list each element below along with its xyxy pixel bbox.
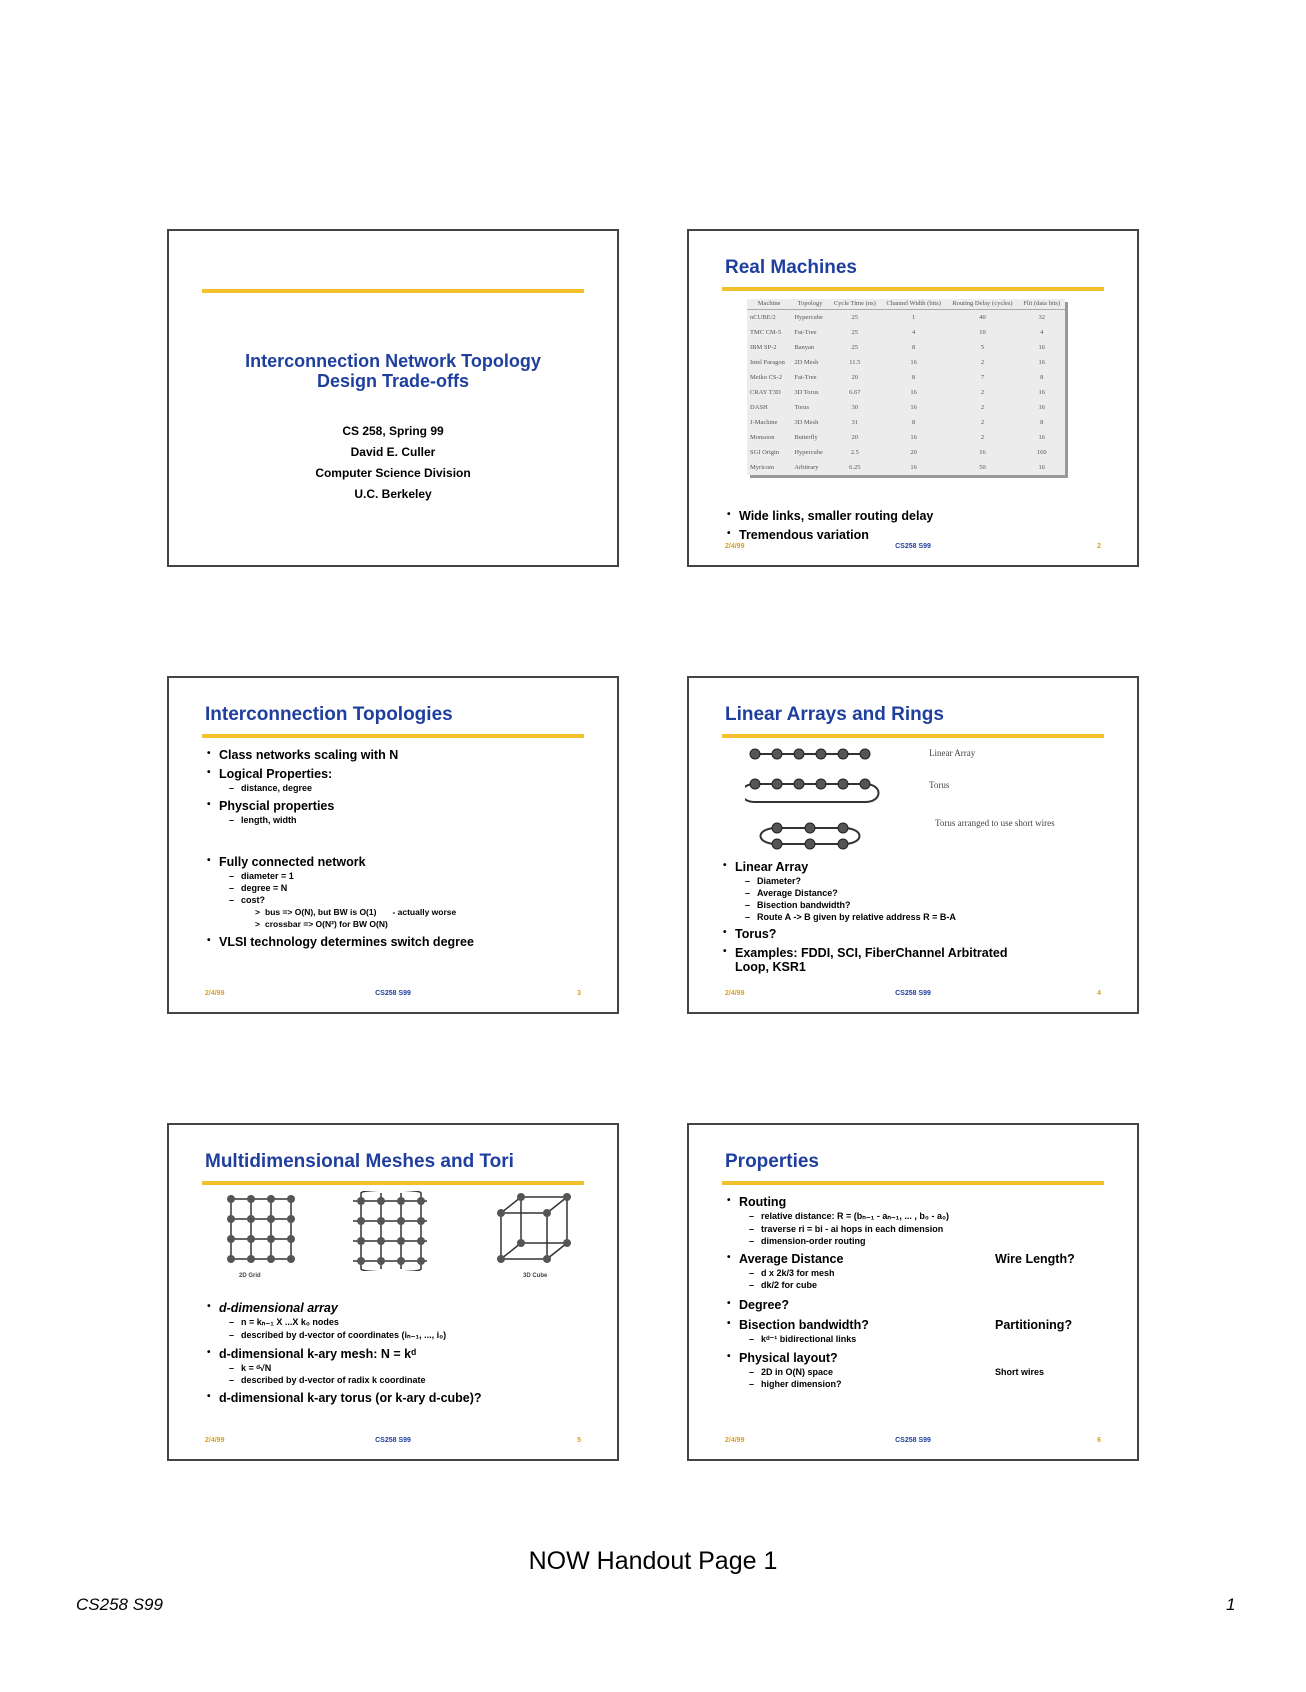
sub-bullet-item: – Route A -> B given by relative address R = B-A — [721, 912, 1117, 922]
node-dot — [816, 749, 826, 759]
sub-bullet-item: – relative distance: R = (bₙ₋₁ - aₙ₋₁, ... , b₀ - a₀) — [725, 1211, 1117, 1222]
node-dot — [805, 823, 815, 833]
table-cell: Myricom — [750, 464, 775, 471]
table-cell: 11.5 — [849, 359, 861, 366]
bullet-item: • Wide links, smaller routing delay — [725, 509, 1117, 523]
bullet-continuation: Loop, KSR1 — [735, 960, 806, 974]
table-cell: 20 — [851, 434, 859, 441]
sub-bullet-item: – described by d-vector of radix k coordinate — [205, 1375, 597, 1385]
table-cell: 16 — [910, 404, 917, 411]
table-cell: 16 — [910, 464, 917, 471]
sub-bullet-text: 2D in O(N) space — [761, 1367, 834, 1377]
footer-date: 2/4/99 — [725, 1437, 745, 1444]
slide-footer — [205, 1437, 581, 1447]
bullet-item — [725, 1318, 1117, 1332]
node-dot — [838, 839, 848, 849]
node-dot — [772, 749, 782, 759]
table-cell: 5 — [980, 344, 985, 351]
table-cell: 30 — [851, 404, 859, 411]
footer-slide-number: 5 — [577, 1437, 581, 1444]
table-cell: 160 — [1036, 449, 1047, 456]
table-cell: 2 — [980, 434, 985, 441]
bullet-item: • Logical Properties: — [205, 767, 597, 781]
footer-date: 2/4/99 — [725, 543, 745, 550]
table-header-cell: Flit (data bits) — [1018, 299, 1065, 310]
slide-meshes-tori — [167, 1123, 619, 1461]
node-dot — [860, 779, 870, 789]
slide-heading: Interconnection Topologies — [205, 704, 453, 725]
bullet-text: Average Distance — [739, 1252, 844, 1266]
slide-heading: Linear Arrays and Rings — [725, 704, 944, 725]
table-row — [747, 430, 1065, 445]
table-cell: 3D Torus — [794, 389, 819, 396]
course-name: CS 258, Spring 99 — [342, 424, 444, 438]
page-footer-course: CS258 S99 — [76, 1595, 163, 1614]
footer-slide-number: 6 — [1097, 1437, 1101, 1444]
table-cell: 2.5 — [850, 449, 859, 456]
bullet-item: • Torus? — [721, 927, 1117, 941]
table-cell: 2 — [980, 389, 985, 396]
table-cell: Butterfly — [794, 434, 818, 441]
bullet-list — [205, 1301, 597, 1410]
table-cell: 10 — [979, 329, 986, 336]
table-cell: 16 — [1038, 389, 1045, 396]
footer-slide-number: 2 — [1097, 543, 1101, 550]
table-row — [747, 340, 1065, 355]
table-row — [747, 460, 1065, 475]
title-info — [169, 421, 617, 505]
bullet-item: • Class networks scaling with N — [205, 748, 597, 762]
table-cell: 2 — [980, 359, 985, 366]
table-cell: 6.67 — [849, 389, 861, 396]
table-header-cell: Channel Width (bits) — [881, 299, 947, 310]
sub-bullet-item: – dk/2 for cube — [725, 1280, 1117, 1290]
wire-length-note: Wire Length? — [995, 1252, 1075, 1266]
table-cell: IBM SP-2 — [750, 344, 777, 351]
table-cell: J-Machine — [750, 419, 778, 426]
table-cell: SGI Origin — [750, 449, 780, 456]
sub-bullet-item: – higher dimension? — [725, 1379, 1117, 1389]
bullet-item: • d-dimensional k-ary torus (or k-ary d-cube)? — [205, 1391, 597, 1405]
partitioning-note: Partitioning? — [995, 1318, 1073, 1332]
table-cell: Torus — [794, 404, 810, 411]
table-cell: Banyan — [794, 344, 815, 351]
table-cell: 31 — [851, 419, 859, 426]
sub-bullet-item: – diameter = 1 — [205, 871, 597, 881]
bullet-item: • Physical layout? — [725, 1351, 1117, 1365]
sub-bullet-item: – Average Distance? — [721, 888, 1117, 898]
machines-table — [747, 299, 1065, 475]
table-row — [747, 325, 1065, 340]
table-cell: DASH — [750, 404, 768, 411]
table-cell: 16 — [910, 389, 917, 396]
table-cell: nCUBE/2 — [750, 314, 776, 321]
table-cell: 16 — [910, 359, 917, 366]
division-name: Computer Science Division — [315, 466, 471, 480]
sub-bullet-item: – degree = N — [205, 883, 597, 893]
torus-short-wires-label: Torus arranged to use short wires — [935, 818, 1055, 828]
bullet-list — [205, 748, 597, 954]
bullet-item: • Routing — [725, 1195, 1117, 1209]
slide-footer — [725, 1437, 1101, 1447]
bullet-item: • VLSI technology determines switch degree — [205, 935, 597, 949]
footer-course: CS258 S99 — [895, 990, 931, 997]
table-cell: 50 — [979, 464, 986, 471]
table-cell: 25 — [851, 344, 859, 351]
slide-heading: Real Machines — [725, 257, 857, 278]
table-cell: 1 — [912, 314, 916, 321]
bullet-item: • Linear Array — [721, 860, 1117, 874]
table-cell: 8 — [912, 344, 916, 351]
table-cell: 2 — [980, 419, 985, 426]
table-cell: 16 — [1038, 464, 1045, 471]
table-cell: 20 — [910, 449, 917, 456]
title-rule — [722, 287, 1104, 291]
2d-grid-label: 2D Grid — [239, 1273, 261, 1279]
bullet-item: • Examples: FDDI, SCI, FiberChannel Arbitrated — [721, 946, 1117, 960]
node-dot — [772, 839, 782, 849]
page-title: NOW Handout Page 1 — [528, 1547, 778, 1575]
node-dot — [750, 779, 760, 789]
bullet-text: Bisection bandwidth? — [739, 1318, 869, 1332]
footer-slide-number: 3 — [577, 990, 581, 997]
bullet-list — [725, 1195, 1117, 1391]
school-name: U.C. Berkeley — [354, 487, 432, 501]
table-cell: Meiko CS-2 — [750, 374, 782, 381]
footer-date: 2/4/99 — [725, 990, 745, 997]
table-cell: 4 — [912, 329, 916, 336]
table-cell: 40 — [979, 314, 986, 321]
sub-sub-bullet-item: > crossbar => O(N²) for BW O(N) — [205, 919, 597, 929]
bullet-item: • d-dimensional k-ary mesh: N = kᵈ — [205, 1347, 597, 1361]
table-cell: 3D Mesh — [794, 419, 819, 426]
footer-course: CS258 S99 — [375, 990, 411, 997]
table-cell: 32 — [1038, 314, 1045, 321]
author-name: David E. Culler — [350, 445, 436, 459]
slide-real-machines — [687, 229, 1139, 567]
title-rule — [202, 289, 584, 293]
table-header-cell: Machine — [747, 299, 791, 310]
node-dot — [838, 779, 848, 789]
sub-bullet-item: – cost? — [205, 895, 597, 905]
title-line-1: Interconnection Network Topology — [245, 351, 541, 371]
table-cell: 16 — [1038, 434, 1045, 441]
bullet-item — [725, 1252, 1117, 1266]
sub-sub-bullet-item — [205, 907, 597, 917]
title-rule — [202, 734, 584, 738]
node-dot — [838, 823, 848, 833]
sub-bullet-item — [725, 1367, 1117, 1377]
2d-torus-diagram — [349, 1191, 431, 1271]
bullet-item: • Tremendous variation — [725, 528, 1117, 542]
sub-bullet-item: – kᵈ⁻¹ bidirectional links — [725, 1334, 1117, 1345]
slide-footer — [205, 990, 581, 1000]
bullet-item: • Fully connected network — [205, 855, 597, 869]
bullet-list — [725, 509, 1117, 547]
table-cell: 4 — [1040, 329, 1044, 336]
sub-bullet-item: – described by d-vector of coordinates (iₙ₋₁, ..., i₀) — [205, 1330, 597, 1341]
title-rule — [202, 1181, 584, 1185]
table-cell: 16 — [1038, 344, 1045, 351]
slide-heading: Multidimensional Meshes and Tori — [205, 1151, 514, 1172]
slide-title — [167, 229, 619, 567]
sub-bullet-item: – dimension-order routing — [725, 1236, 1117, 1246]
3d-cube-label: 3D Cube — [523, 1273, 548, 1279]
sub-bullet-item: – traverse ri = bi - ai hops in each dimension — [725, 1224, 1117, 1234]
bus-cost-text: bus => O(N), but BW is O(1) — [265, 907, 377, 917]
torus-label: Torus — [929, 780, 950, 790]
table-cell: 8 — [912, 374, 916, 381]
table-header-cell: Routing Delay (cycles) — [946, 299, 1018, 310]
node-dot — [816, 779, 826, 789]
table-cell: TMC CM-5 — [750, 329, 782, 336]
sub-bullet-item: – distance, degree — [205, 783, 597, 793]
bus-cost-note: - actually worse — [392, 907, 457, 917]
table-header-cell: Cycle Time (ns) — [829, 299, 881, 310]
table-row — [747, 355, 1065, 370]
sub-bullet-item: – Diameter? — [721, 876, 1117, 886]
title-rule — [722, 1181, 1104, 1185]
table-cell: 16 — [1038, 359, 1045, 366]
short-wires-note: Short wires — [995, 1367, 1045, 1377]
table-cell: 2 — [980, 404, 985, 411]
node-dot — [772, 779, 782, 789]
3d-cube-diagram — [495, 1193, 571, 1269]
footer-date: 2/4/99 — [205, 1437, 225, 1444]
table-row — [747, 385, 1065, 400]
footer-course: CS258 S99 — [375, 1437, 411, 1444]
slide-interconnection-topologies — [167, 676, 619, 1014]
table-row — [747, 415, 1065, 430]
footer-course: CS258 S99 — [895, 1437, 931, 1444]
table-row — [747, 370, 1065, 385]
table-row — [747, 310, 1065, 326]
footer-slide-number: 4 — [1097, 990, 1101, 997]
sub-bullet-item: – k = ᵈ√N — [205, 1363, 597, 1373]
table-cell: 8 — [912, 419, 916, 426]
table-cell: Hypercube — [794, 449, 823, 456]
table-cell: Monsoon — [750, 434, 775, 441]
table-cell: Intel Paragon — [750, 359, 785, 366]
table-cell: 7 — [980, 374, 985, 381]
slide-properties — [687, 1123, 1139, 1461]
table-cell: Hypercube — [794, 314, 823, 321]
table-cell: 25 — [851, 314, 859, 321]
table-cell: 8 — [1040, 374, 1044, 381]
node-dot — [794, 749, 804, 759]
table-cell: 16 — [979, 449, 986, 456]
node-dot — [794, 779, 804, 789]
slide-title-text — [169, 351, 617, 391]
table-cell: Fat-Tree — [794, 374, 817, 381]
node-dot — [838, 749, 848, 759]
node-dot — [805, 839, 815, 849]
bullet-list — [721, 860, 1117, 974]
slide-linear-arrays — [687, 676, 1139, 1014]
node-dot — [772, 823, 782, 833]
2d-grid-diagram — [225, 1193, 297, 1265]
table-cell: 16 — [1038, 404, 1045, 411]
linear-array-diagram — [745, 744, 945, 852]
table-cell: CRAY T3D — [750, 389, 781, 396]
sub-bullet-item: – d x 2k/3 for mesh — [725, 1268, 1117, 1278]
page-number: 1 — [1226, 1595, 1236, 1614]
bullet-item: • Degree? — [725, 1298, 1117, 1312]
table-header-cell: Topology — [791, 299, 828, 310]
table-cell: 6.25 — [849, 464, 861, 471]
table-cell: 2D Mesh — [794, 359, 819, 366]
slide-heading: Properties — [725, 1151, 819, 1172]
table-cell: 8 — [1040, 419, 1044, 426]
sub-bullet-item: – n = kₙ₋₁ X ...X k₀ nodes — [205, 1317, 597, 1328]
node-dot — [750, 749, 760, 759]
sub-bullet-item: – Bisection bandwidth? — [721, 900, 1117, 910]
linear-array-label: Linear Array — [929, 748, 976, 758]
node-dot — [860, 749, 870, 759]
slide-footer — [725, 543, 1101, 553]
title-rule — [722, 734, 1104, 738]
table-cell: 16 — [910, 434, 917, 441]
slide-footer — [725, 990, 1101, 1000]
bullet-item: • d-dimensional array — [205, 1301, 597, 1315]
title-line-2: Design Trade-offs — [316, 371, 470, 391]
sub-bullet-item: – length, width — [205, 815, 597, 825]
table-cell: Arbitrary — [794, 464, 819, 471]
table-row — [747, 400, 1065, 415]
table-cell: 20 — [851, 374, 859, 381]
footer-course: CS258 S99 — [895, 543, 931, 550]
table-cell: 25 — [851, 329, 859, 336]
table-row — [747, 445, 1065, 460]
footer-date: 2/4/99 — [205, 990, 225, 997]
table-cell: Fat-Tree — [794, 329, 817, 336]
bullet-item: • Physcial properties — [205, 799, 597, 813]
